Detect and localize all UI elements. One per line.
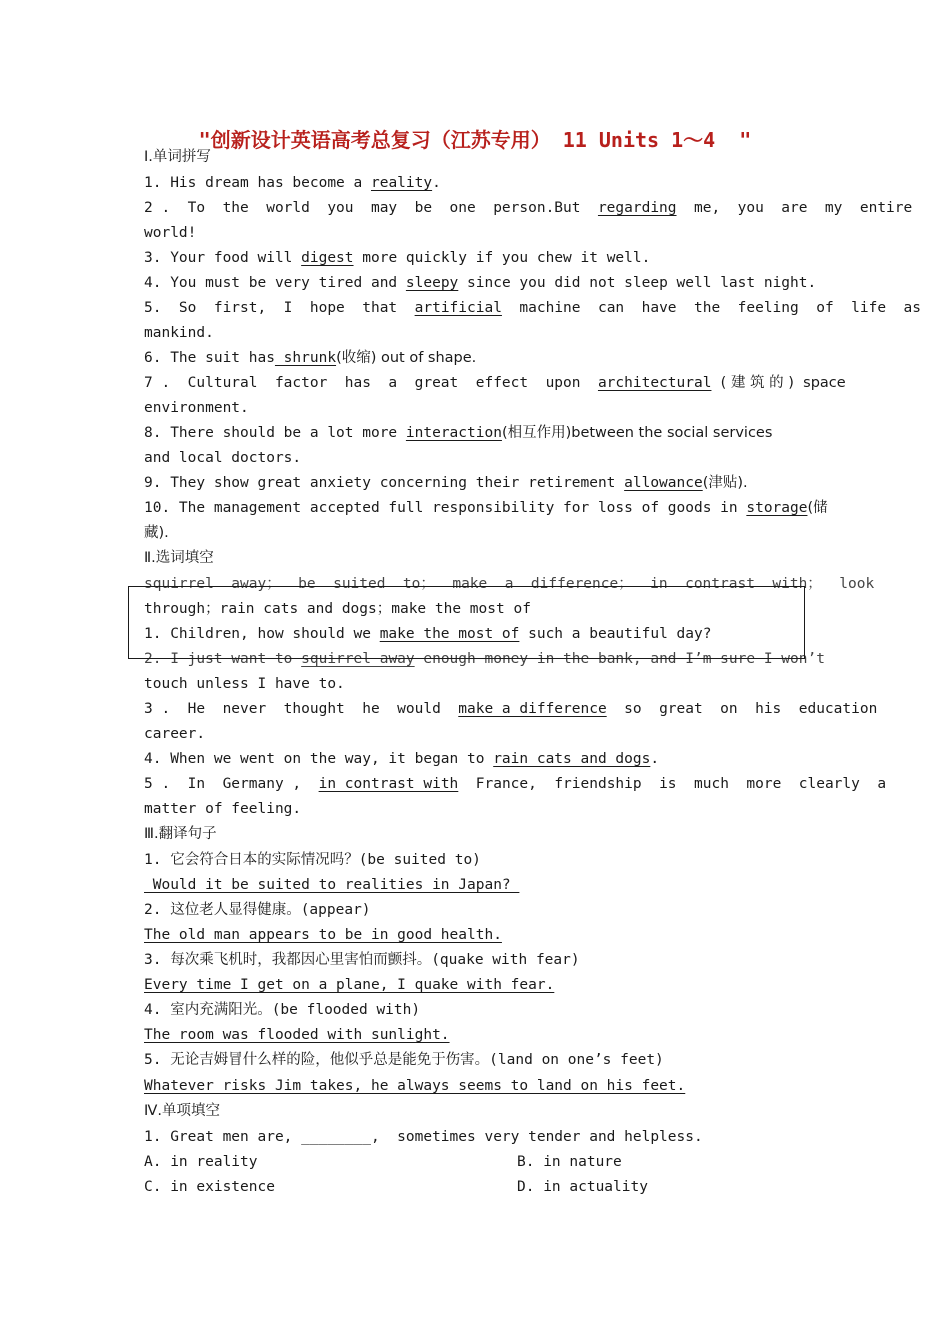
answer: architectural xyxy=(597,375,712,391)
translation-answer-2: The old man appears to be in good health. xyxy=(144,927,502,943)
answer: digest xyxy=(301,250,354,266)
phrase-item-2: 2. I just want to squirrel away enough money in the bank, and I’m sure I won’t xyxy=(144,651,825,667)
word-bank-line-2: through；rain cats and dogs；make the most of xyxy=(144,601,531,617)
choice-question-1: 1. Great men are, ________, sometimes very tender and helpless. xyxy=(144,1129,703,1145)
answer: regarding xyxy=(597,200,677,216)
spelling-item-10: 10. The management accepted full responsibility for loss of goods in storage(储 xyxy=(144,500,828,516)
spelling-item-1: 1. His dream has become a reality. xyxy=(144,175,441,191)
translation-item-2: 2. 这位老人显得健康。(appear) xyxy=(144,902,371,918)
phrase-item-2-cont: touch unless I have to. xyxy=(144,676,345,692)
spelling-item-3: 3. Your food will digest more quickly if you chew it well. xyxy=(144,250,651,266)
spelling-item-9: 9. They show great anxiety concerning their retirement allowance(津贴). xyxy=(144,475,748,491)
spelling-item-2-cont: world! xyxy=(144,225,197,241)
answer: artificial xyxy=(414,300,502,316)
answer: allowance xyxy=(624,475,703,491)
translation-answer-3: Every time I get on a plane, I quake with fear. xyxy=(144,977,555,993)
section-heading-multiple-choice: Ⅳ.单项填空 xyxy=(144,1103,220,1119)
option-b: B. in nature xyxy=(517,1154,622,1170)
phrase-item-5: 5 . In Germany , in contrast with France, friendship is much more clearly a xyxy=(144,776,887,792)
answer: squirrel away xyxy=(301,651,415,667)
translation-answer-1: Would it be suited to realities in Japan? xyxy=(144,877,520,893)
phrase-item-5-cont: matter of feeling. xyxy=(144,801,302,817)
spelling-item-5-cont: mankind. xyxy=(144,325,214,341)
answer: rain cats and dogs xyxy=(493,751,651,767)
answer: storage xyxy=(746,500,808,516)
spelling-item-8-cont: and local doctors. xyxy=(144,450,302,466)
option-c: C. in existence xyxy=(144,1179,275,1195)
answer: in contrast with xyxy=(318,776,459,792)
translation-item-4: 4. 室内充满阳光。(be flooded with) xyxy=(144,1002,421,1018)
spelling-item-2: 2 . To the world you may be one person.But regarding me, you are my entire xyxy=(144,200,913,216)
spelling-item-4: 4. You must be very tired and sleepy since you did not sleep well last night. xyxy=(144,275,817,291)
option-d: D. in actuality xyxy=(517,1179,648,1195)
translation-item-3: 3. 每次乘飞机时，我都因心里害怕而颤抖。(quake with fear) xyxy=(144,952,580,968)
phrase-item-4: 4. When we went on the way, it began to rain cats and dogs. xyxy=(144,751,660,767)
spelling-item-6: 6. The suit has shrunk(收缩) out of shape. xyxy=(144,350,477,366)
answer: reality xyxy=(370,175,433,191)
section-heading-translation: Ⅲ.翻译句子 xyxy=(144,826,217,842)
translation-item-5: 5. 无论吉姆冒什么样的险，他似乎总是能免于伤害。(land on one’s feet) xyxy=(144,1052,664,1068)
spelling-item-10-cont: 藏). xyxy=(144,525,169,541)
spelling-item-8: 8. There should be a lot more interaction(相互作用)between the social services xyxy=(144,425,773,441)
answer: sleepy xyxy=(405,275,459,291)
phrase-item-1: 1. Children, how should we make the most of such a beautiful day? xyxy=(144,626,712,642)
answer: make the most of xyxy=(379,626,520,642)
answer: shrunk xyxy=(274,350,337,366)
spelling-item-7-cont: environment. xyxy=(144,400,249,416)
answer: interaction xyxy=(405,425,502,441)
translation-item-1: 1. 它会符合日本的实际情况吗？(be suited to) xyxy=(144,852,481,868)
spelling-item-7: 7 . Cultural factor has a great effect upon architectural ( 建 筑 的 ) space xyxy=(144,375,846,391)
page-title: "创新设计英语高考总复习（江苏专用） 11 Units 1～4 " xyxy=(198,128,752,152)
option-a: A. in reality xyxy=(144,1154,258,1170)
answer: make a difference xyxy=(458,701,607,717)
spelling-item-5: 5. So first, I hope that artificial machine can have the feeling of life as xyxy=(144,300,921,316)
translation-answer-4: The room was flooded with sunlight. xyxy=(144,1027,450,1043)
word-bank-line-1: squirrel away； be suited to； make a difference； in contrast with； look xyxy=(144,576,875,592)
section-heading-spelling: Ⅰ.单词拼写 xyxy=(144,149,211,165)
section-heading-phrases: Ⅱ.选词填空 xyxy=(144,550,214,566)
translation-answer-5: Whatever risks Jim takes, he always seems to land on his feet. xyxy=(144,1078,686,1094)
phrase-item-3: 3 . He never thought he would make a difference so great on his education xyxy=(144,701,878,717)
phrase-item-3-cont: career. xyxy=(144,726,206,742)
